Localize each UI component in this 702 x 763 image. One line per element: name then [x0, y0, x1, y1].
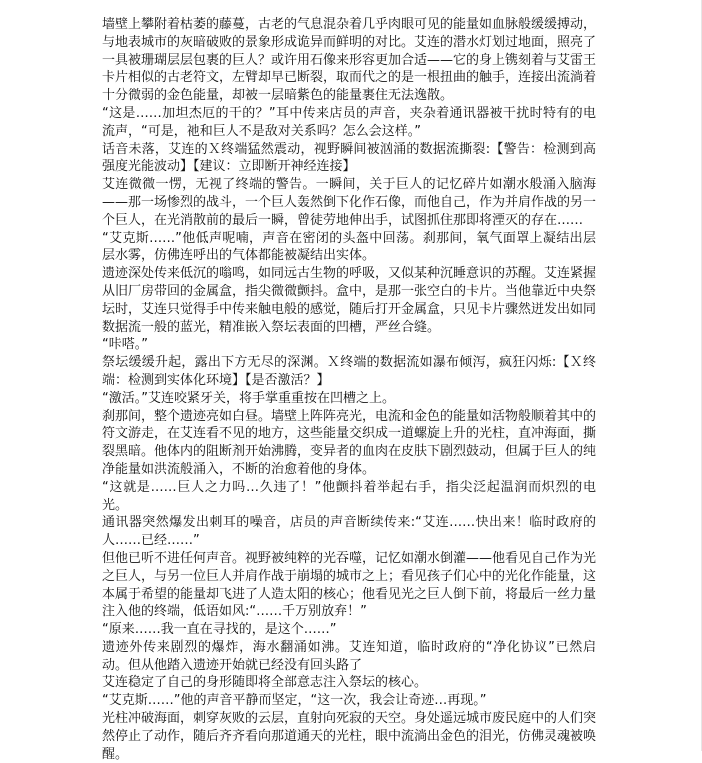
paragraph: “艾克斯……”他的声音平静而坚定，“这一次，我会让奇迹…再现。” — [102, 693, 487, 709]
paragraph: “这是……加坦杰厄的干的？”耳中传来店员的声音，夹杂着通讯器被干扰时特有的电流声，“可是，祂和巨人不是敌对关系吗？怎么会这样。” — [102, 105, 596, 139]
paragraph: 刹那间，整个遗迹亮如白昼。墙壁上阵阵亮光，电流和金色的能量如活物般顺着其中的符文游走，在艾连看不见的地方，这些能量交织成一道螺旋上升的光柱，直冲海面，撕裂黑暗。他体内的阻断剂开始沸腾，变异者的血肉在皮肤下剧烈鼓动，但属于巨人的纯净能量如洪流般涌入，不断的治愈着他的身体。 — [102, 408, 597, 477]
paragraph: 但他已听不进任何声音。视野被纯粹的光吞噬，记忆如潮水倒灌——他看见自己作为光之巨人，与另一位巨人并肩作战于崩塌的城市之上；看见孩子们心中的光化作能量，这本属于希望的能量却飞进了人造太阳的核心；他看见光之巨人倒下前，将最后一丝力量注入他的终端，低语如风:“……千万别放弃！” — [102, 550, 597, 620]
paragraph: “原来……我一直在寻找的，是这个……” — [102, 622, 337, 638]
paragraph: 话音未落，艾连的Ｘ终端猛然震动，视野瞬间被汹涌的数据流撕裂:【警告：检测到高强度光能波动】【建议：立即断开神经连接】 — [102, 141, 596, 175]
paragraph: 艾连微微一愣，无视了终端的警告。一瞬间，关于巨人的记忆碎片如潮水般涌入脑海——那一场惨烈的战斗，一个巨人轰然倒下化作石像，而他自己，作为并肩作战的另一个巨人，在光消散前的最后一瞬，曾徒劳地伸出手，试图抓住那即将湮灭的存在…… — [102, 177, 597, 228]
paragraph: “这就是……巨人之力吗…久违了！”他颤抖着举起右手，指尖泛起温润而炽烈的电光。 — [102, 479, 596, 513]
paragraph: 光柱冲破海面，刺穿灰败的云层，直射向死寂的天空。身处遥远城市废民庭中的人们突然停止了动作，随后齐齐看向那道通天的光柱，眼中流淌出金色的泪光，仿佛灵魂被唤醒。 — [102, 711, 597, 762]
document-body — [102, 16, 596, 763]
paragraph: 通讯器突然爆发出刺耳的噪音，店员的声音断续传来:“艾连……快出来！临时政府的人……已经……” — [102, 515, 596, 549]
paragraph: “激活。”艾连咬紧牙关，将手掌重重按在凹槽之上。 — [102, 390, 395, 406]
paragraph: “咔嗒。” — [102, 337, 148, 353]
paragraph: 遗迹外传来剧烈的爆炸，海水翻涌如沸。艾连知道，临时政府的“净化协议”已然启动。但从他踏入遗迹开始就已经没有回头路了 — [102, 639, 596, 673]
paragraph: 遗迹深处传来低沉的嗡鸣，如同远古生物的呼吸，又似某种沉睡意识的苏醒。艾连紧握从旧厂房带回的金属盒，指尖微微颤抖。盒中，是那一张空白的卡片。当他靠近中央祭坛时，艾连只觉得手中传来触电般的感觉，随后打开金属盒，只见卡片骤然迸发出如同数据流一般的蓝光，精准嵌入祭坛表面的凹槽，严丝合缝。 — [102, 266, 597, 335]
paragraph: “艾克斯……”他低声呢喃，声音在密闭的头盔中回荡。刹那间，氧气面罩上凝结出层层水雾，仿佛连呼出的气体都能被凝结出实体。 — [102, 230, 596, 264]
paragraph: 祭坛缓缓升起，露出下方无尽的深渊。Ｘ终端的数据流如瀑布倾泻，疯狂闪烁:【Ｘ终端：检测到实体化环境】【是否激活？】 — [102, 355, 596, 388]
paragraph: 墙壁上攀附着枯萎的藤蔓，古老的气息混杂着几乎肉眼可见的能量如血脉般缓缓搏动，与地表城市的灰暗破败的景象形成诡异而鲜明的对比。艾连的潜水灯划过地面，照亮了一具被珊瑚层层包裹的巨人？或许用石像来形容更加合适——它的身上镌刻着与艾雷王卡片相似的古老符文，左臂却早已断裂，取而代之的是一根扭曲的触手，连接出流淌着十分微弱的金色能量，却被一层暗紫色的能量裹住无法逸散。 — [102, 17, 597, 104]
paragraph: 艾连稳定了自己的身形随即将全部意志注入祭坛的核心。 — [102, 675, 428, 691]
